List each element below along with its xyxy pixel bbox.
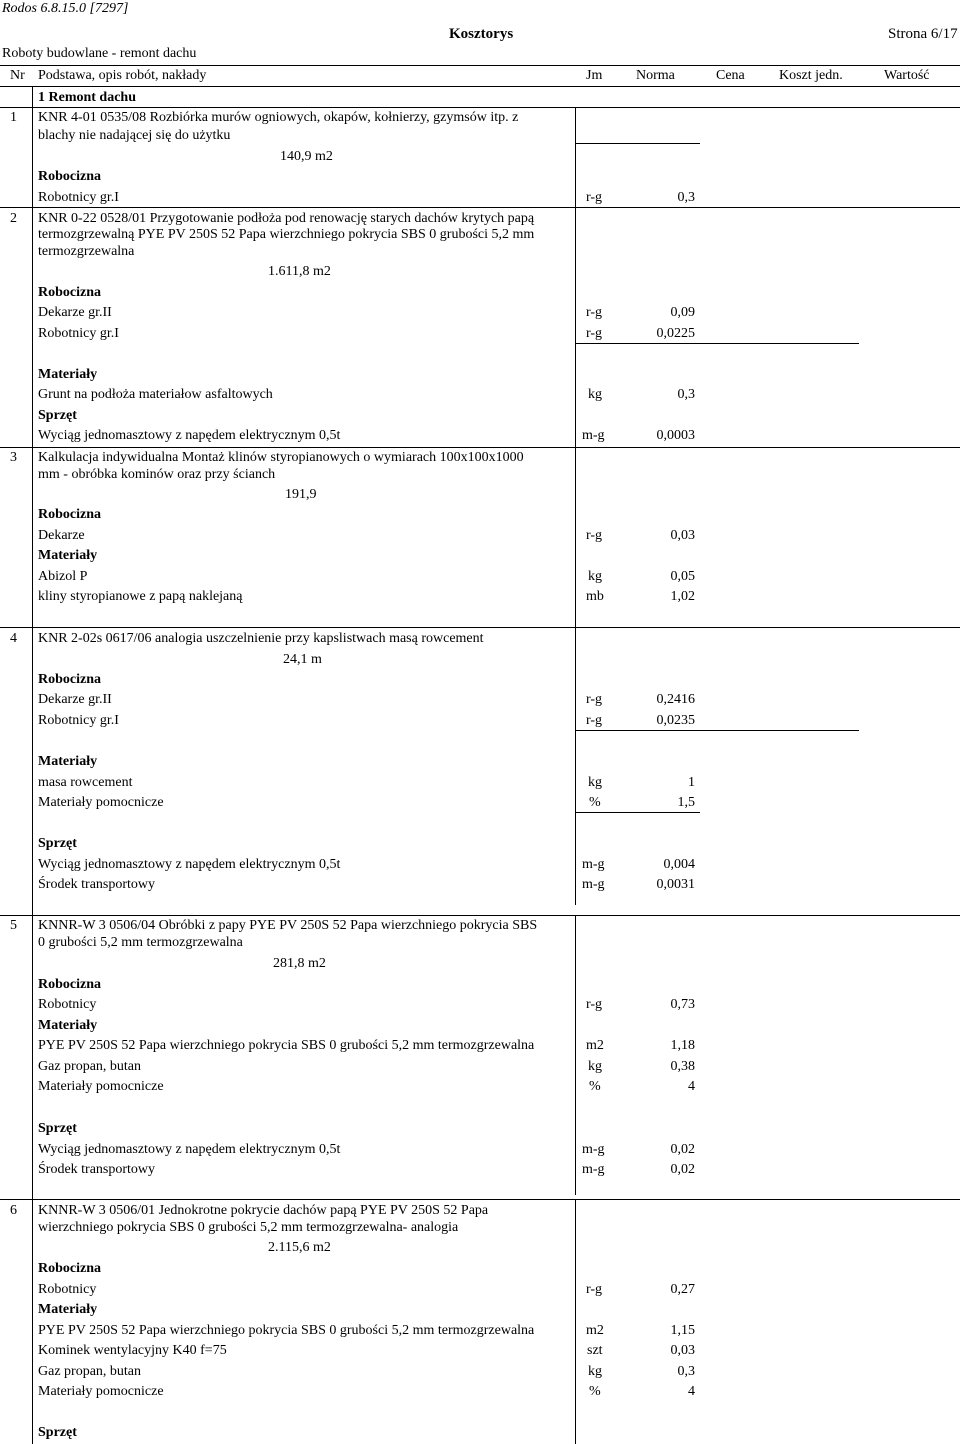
resource-name: kliny styropianowe z papą naklejaną	[38, 589, 243, 604]
group-label: Materiały	[38, 1302, 98, 1317]
item-description: 0 grubości 5,2 mm termozgrzewalna	[38, 935, 243, 950]
resource-unit: r-g	[586, 713, 603, 728]
group-label: Robocizna	[38, 507, 101, 522]
resource-norma: 0,2416	[656, 692, 695, 707]
resource-norma: 0,3	[677, 1364, 695, 1379]
resource-unit: m-g	[582, 1162, 605, 1177]
resource-unit: kg	[588, 569, 602, 584]
resource-norma: 0,0031	[656, 877, 695, 892]
resource-unit: m2	[586, 1323, 604, 1338]
resource-name: masa rowcement	[38, 775, 133, 790]
resource-norma: 0,004	[663, 857, 695, 872]
project-title: Roboty budowlane - remont dachu	[2, 46, 197, 61]
group-label: Sprzęt	[38, 1425, 77, 1440]
resource-name: Wyciąg jednomasztowy z napędem elektrycznym 0,5t	[38, 857, 341, 872]
doc-type: Kosztorys	[449, 26, 514, 42]
item-quantity: 2.115,6 m2	[268, 1240, 331, 1255]
col-cena: Cena	[716, 68, 745, 83]
resource-unit: m-g	[582, 857, 605, 872]
resource-norma: 0,38	[670, 1059, 695, 1074]
resource-name: Grunt na podłoża materiałow asfaltowych	[38, 387, 273, 402]
resource-norma: 1,02	[670, 589, 695, 604]
item-quantity: 140,9 m2	[280, 149, 333, 164]
resource-norma: 1,15	[670, 1323, 695, 1338]
resource-unit: r-g	[586, 305, 603, 320]
resource-unit: kg	[588, 775, 602, 790]
resource-name: Kominek wentylacyjny K40 f=75	[38, 1343, 227, 1358]
group-label: Materiały	[38, 1018, 98, 1033]
item-nr: 4	[10, 631, 17, 646]
table-top-line	[0, 65, 960, 66]
cell-line	[575, 915, 576, 1195]
item-separator	[0, 207, 960, 208]
item-quantity: 1.611,8 m2	[268, 264, 331, 279]
item-description: KNR 0-22 0528/01 Przygotowanie podłoża pod renowację starych dachów krytych papą	[38, 211, 535, 226]
resource-unit: r-g	[586, 326, 603, 341]
resource-unit: r-g	[586, 997, 603, 1012]
group-label: Sprzęt	[38, 1121, 77, 1136]
app-version: Rodos 6.8.15.0 [7297]	[2, 1, 129, 16]
resource-norma: 0,3	[677, 387, 695, 402]
item-nr: 1	[10, 110, 17, 125]
resource-name: Środek transportowy	[38, 1162, 156, 1177]
resource-name: Materiały pomocnicze	[38, 1079, 164, 1094]
cell-line	[575, 207, 576, 447]
item-separator	[0, 1199, 960, 1200]
item-description: wierzchniego pokrycia SBS 0 grubości 5,2 mm termozgrzewalna- analogia	[38, 1220, 459, 1235]
resource-unit: kg	[588, 1364, 602, 1379]
cell-line	[575, 730, 859, 731]
resource-norma: 0,03	[670, 1343, 695, 1358]
resource-unit: %	[589, 1384, 601, 1399]
resource-name: Abizol P	[38, 569, 88, 584]
item-separator	[0, 107, 960, 108]
group-label: Robocizna	[38, 1261, 101, 1276]
resource-unit: mb	[586, 589, 604, 604]
resource-norma: 4	[688, 1384, 695, 1399]
resource-unit: kg	[588, 387, 602, 402]
section-title: 1 Remont dachu	[38, 90, 137, 105]
item-description: blachy nie nadającej się do użytku	[38, 128, 231, 143]
resource-name: PYE PV 250S 52 Papa wierzchniego pokrycia SBS 0 grubości 5,2 mm termozgrzewalna	[38, 1038, 535, 1053]
cell-line	[575, 343, 859, 344]
nr-column-line	[32, 86, 33, 1444]
cell-line	[575, 143, 700, 144]
resource-unit: r-g	[586, 1282, 603, 1297]
item-description: termozgrzewalna	[38, 244, 135, 259]
group-label: Sprzęt	[38, 836, 77, 851]
resource-norma: 1	[688, 775, 695, 790]
item-description: KNR 4-01 0535/08 Rozbiórka murów ogniowych, okapów, kołnierzy, gzymsów itp. z	[38, 110, 519, 125]
resource-name: Robotnicy gr.I	[38, 713, 119, 728]
item-quantity: 191,9	[285, 487, 317, 502]
resource-norma: 0,3	[677, 190, 695, 205]
resource-norma: 4	[688, 1079, 695, 1094]
resource-name: Materiały pomocnicze	[38, 795, 164, 810]
resource-name: Gaz propan, butan	[38, 1364, 142, 1379]
resource-norma: 0,0003	[656, 428, 695, 443]
resource-name: Dekarze	[38, 528, 85, 543]
resource-norma: 0,27	[670, 1282, 695, 1297]
table-header-line	[0, 86, 960, 87]
group-label: Robocizna	[38, 285, 101, 300]
resource-unit: r-g	[586, 692, 603, 707]
item-description: KNR 2-02s 0617/06 analogia uszczelnienie przy kapslistwach masą rowcement	[38, 631, 484, 646]
group-label: Robocizna	[38, 169, 101, 184]
resource-unit: m-g	[582, 877, 605, 892]
item-description: mm - obróbka kominów oraz przy ścianch	[38, 467, 276, 482]
group-label: Robocizna	[38, 672, 101, 687]
cell-line	[575, 627, 576, 905]
resource-name: Robotnicy	[38, 1282, 97, 1297]
col-jm: Jm	[586, 68, 603, 83]
col-description: Podstawa, opis robót, nakłady	[38, 68, 207, 83]
item-nr: 2	[10, 211, 17, 226]
col-norma: Norma	[636, 68, 675, 83]
resource-name: Robotnicy	[38, 997, 97, 1012]
group-label: Sprzęt	[38, 408, 77, 423]
col-wartosc: Wartość	[884, 68, 930, 83]
group-label: Robocizna	[38, 977, 101, 992]
resource-unit: szt	[587, 1343, 603, 1358]
resource-name: Wyciąg jednomasztowy z napędem elektrycznym 0,5t	[38, 1142, 341, 1157]
resource-name: Środek transportowy	[38, 877, 156, 892]
resource-name: Dekarze gr.II	[38, 692, 112, 707]
item-nr: 5	[10, 918, 17, 933]
item-quantity: 24,1 m	[283, 652, 322, 667]
resource-name: Robotnicy gr.I	[38, 190, 119, 205]
item-description: termozgrzewalną PYE PV 250S 52 Papa wierzchniego pokrycia SBS 0 grubości 5,2 mm	[38, 227, 535, 242]
group-label: Materiały	[38, 367, 98, 382]
item-description: KNNR-W 3 0506/01 Jednokrotne pokrycie dachów papą PYE PV 250S 52 Papa	[38, 1203, 489, 1218]
resource-norma: 0,02	[670, 1162, 695, 1177]
resource-unit: kg	[588, 1059, 602, 1074]
item-separator	[0, 915, 960, 916]
item-quantity: 281,8 m2	[273, 956, 326, 971]
resource-unit: m2	[586, 1038, 604, 1053]
resource-norma: 1,18	[670, 1038, 695, 1053]
resource-unit: %	[589, 795, 601, 810]
item-description: Kalkulacja indywidualna Montaż klinów styropianowych o wymiarach 100x100x1000	[38, 450, 524, 465]
resource-name: Gaz propan, butan	[38, 1059, 142, 1074]
resource-norma: 0,0225	[656, 326, 695, 341]
cell-line	[575, 1199, 576, 1444]
resource-unit: %	[589, 1079, 601, 1094]
resource-norma: 0,0235	[656, 713, 695, 728]
item-separator	[0, 627, 960, 628]
item-separator	[0, 447, 960, 448]
resource-name: Dekarze gr.II	[38, 305, 112, 320]
resource-name: Wyciąg jednomasztowy z napędem elektrycznym 0,5t	[38, 428, 341, 443]
resource-name: Materiały pomocnicze	[38, 1384, 164, 1399]
col-koszt-jedn: Koszt jedn.	[779, 68, 843, 83]
resource-name: Robotnicy gr.I	[38, 326, 119, 341]
cell-line	[575, 107, 576, 207]
item-nr: 6	[10, 1203, 17, 1218]
resource-norma: 0,73	[670, 997, 695, 1012]
cell-line	[575, 812, 700, 813]
group-label: Materiały	[38, 548, 98, 563]
resource-unit: r-g	[586, 528, 603, 543]
resource-norma: 0,02	[670, 1142, 695, 1157]
resource-unit: m-g	[582, 1142, 605, 1157]
resource-name: PYE PV 250S 52 Papa wierzchniego pokrycia SBS 0 grubości 5,2 mm termozgrzewalna	[38, 1323, 535, 1338]
item-description: KNNR-W 3 0506/04 Obróbki z papy PYE PV 250S 52 Papa wierzchniego pokrycia SBS	[38, 918, 538, 933]
resource-unit: r-g	[586, 190, 603, 205]
item-nr: 3	[10, 450, 17, 465]
page-number: Strona 6/17	[888, 26, 958, 42]
resource-norma: 1,5	[677, 795, 695, 810]
group-label: Materiały	[38, 754, 98, 769]
cell-line	[575, 447, 576, 627]
resource-norma: 0,05	[670, 569, 695, 584]
col-nr: Nr	[10, 68, 25, 83]
resource-norma: 0,03	[670, 528, 695, 543]
resource-unit: m-g	[582, 428, 605, 443]
resource-norma: 0,09	[670, 305, 695, 320]
